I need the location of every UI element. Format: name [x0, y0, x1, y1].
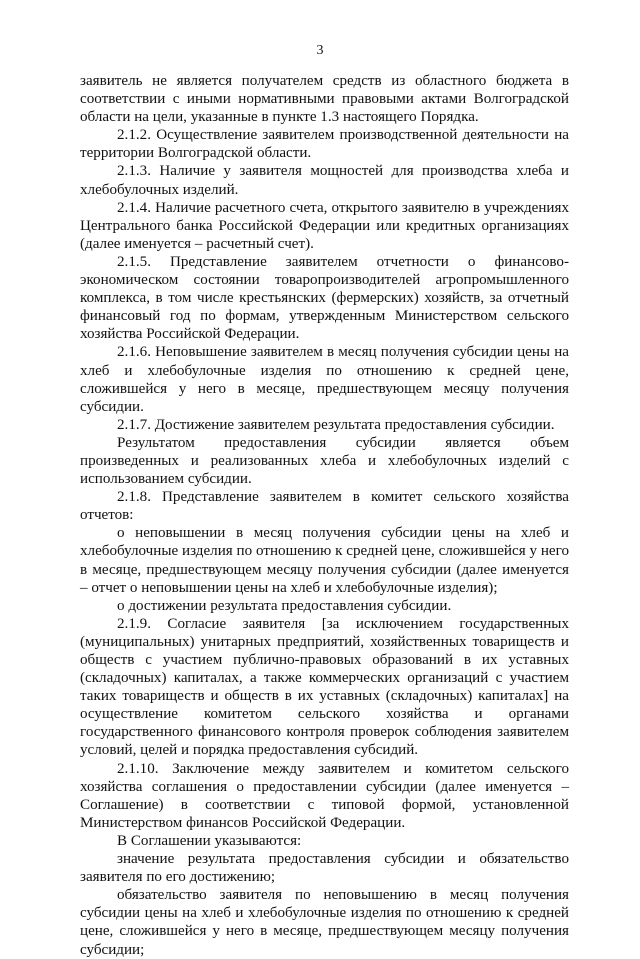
paragraph-2-1-3: 2.1.3. Наличие у заявителя мощностей для производства хлеба и хлебобулочных изделий. — [80, 163, 569, 198]
paragraph-report-result: о достижении результата предоставления субсидии. — [117, 597, 452, 614]
paragraph-2-1-9: 2.1.9. Согласие заявителя [за исключением государственных (муниципальных) унитарных предприятий, хозяйственных товариществ и обществ с участием публично-правовых образований в их уставных (складочных) капиталах, а также коммерческих организаций с участием таких товариществ и обществ в их уставных (складочных) капиталах] на осуществление комитетом сельского хозяйства и органами государственного финансового контроля проверок соблюдения заявителем условий, целей и порядка предоставления субсидий. — [80, 615, 569, 759]
page-number: 3 — [316, 43, 324, 58]
paragraph-2-1-10: 2.1.10. Заключение между заявителем и комитетом сельского хозяйства соглашения о предоставлении субсидии (далее именуется – Соглашение) в соответствии с типовой формой, установленной Министерством финансов Российской Федерации. — [80, 760, 569, 831]
paragraph-2-1-8: 2.1.8. Представление заявителем в комитет сельского хозяйства отчетов: — [80, 489, 569, 524]
paragraph-price-obligation: обязательство заявителя по неповышению в месяц получения субсидии цены на хлеб и хлебобулочные изделия по отношению к средней цене, сложившейся у него в месяце, предшествующем месяцу получения субсидии; — [80, 887, 569, 958]
paragraph-result-value: значение результата предоставления субсидии и обязательство заявителя по его достижению; — [80, 851, 569, 886]
paragraph-agreement-contents: В Соглашении указываются: — [117, 832, 302, 849]
paragraph-2-1-4: 2.1.4. Наличие расчетного счета, открытого заявителю в учреждениях Центрального банка Российской Федерации или кредитных организациях (далее именуется – расчетный счет). — [80, 199, 569, 252]
paragraph-2-1-5: 2.1.5. Представление заявителем отчетности о финансово-экономическом состоянии товаропроизводителей агропромышленного комплекса, в том числе крестьянских (фермерских) хозяйств, за отчетный финансовый год по формам, утвержденным Министерством сельского хозяйства Российской Федерации. — [80, 253, 569, 343]
paragraph-2-1-2: 2.1.2. Осуществление заявителем производственной деятельности на территории Волгоградской области. — [80, 127, 569, 162]
paragraph-2-1-7: 2.1.7. Достижение заявителем результата предоставления субсидии. — [117, 416, 555, 433]
paragraph-result-definition: Результатом предоставления субсидии является объем произведенных и реализованных хлеба и хлебобулочных изделий с использованием субсидии. — [80, 434, 569, 488]
document-body — [80, 72, 569, 959]
paragraph-report-price: о неповышении в месяц получения субсидии цены на хлеб и хлебобулочные изделия по отношению к средней цене, сложившейся у него в месяце, предшествующем месяцу получения субсидии (далее именуется – отчет о неповышении цены на хлеб и хлебобулочные изделия); — [80, 525, 569, 596]
paragraph-continuation: заявитель не является получателем средств из областного бюджета в соответствии с иными нормативными правовыми актами Волгоградской области на цели, указанные в пункте 1.3 настоящего Порядка. — [80, 73, 569, 126]
paragraph-2-1-6: 2.1.6. Неповышение заявителем в месяц получения субсидии цены на хлеб и хлебобулочные изделия по отношению к средней цене, сложившейся у него в месяце, предшествующем месяцу получения субсидии. — [80, 344, 569, 415]
